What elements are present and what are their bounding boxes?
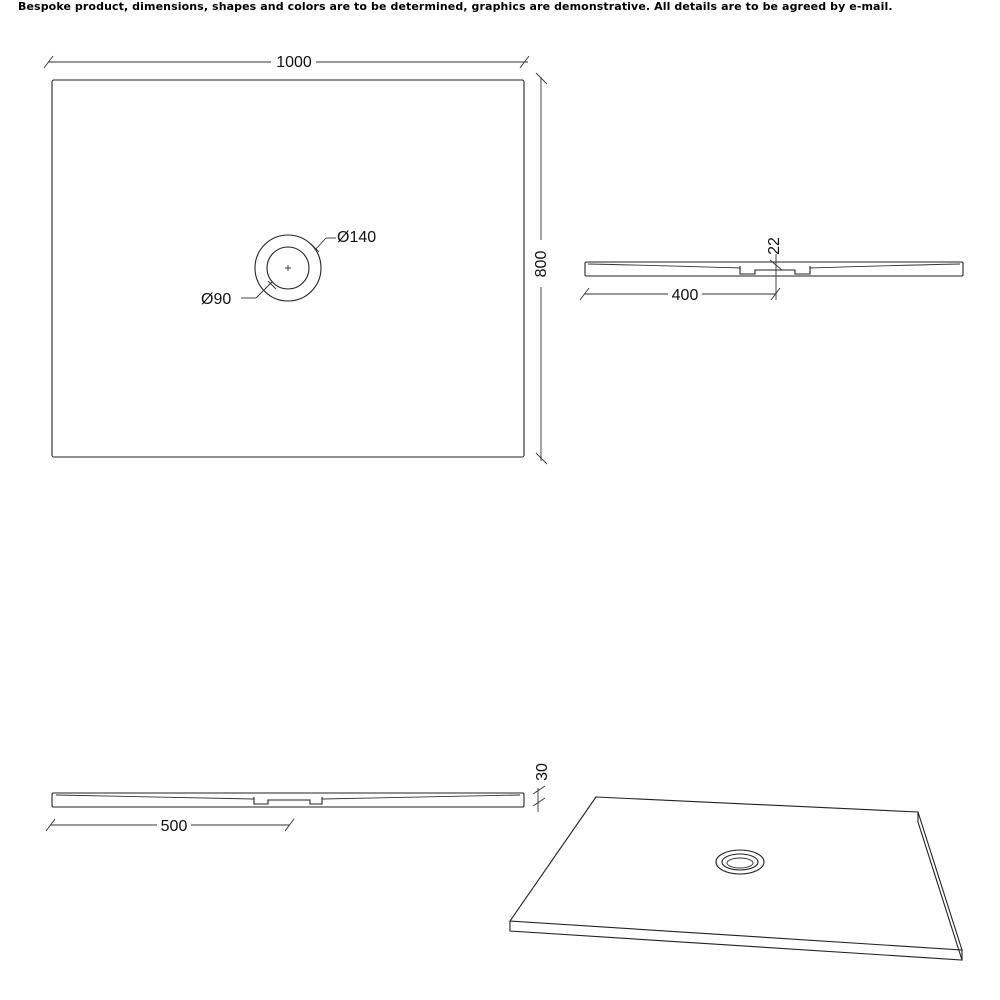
front-height-dimension [533,763,551,812]
drain-profile-front [254,797,322,804]
side-height-label: 22 [766,237,783,255]
depth-label: 800 [533,250,550,278]
front-drain-offset-dimension [46,818,294,835]
width-label: 1000 [276,54,312,71]
front-drain-offset-label: 500 [160,818,188,835]
side-drain-offset-dimension [580,287,780,304]
inner-diameter-callout [201,281,276,308]
side-drain-offset-label: 400 [671,287,699,304]
isometric-view [510,797,962,960]
depth-dimension [533,73,550,464]
drain-iso [716,850,764,874]
outer-diameter-callout [311,229,376,252]
drain-plan [255,235,321,301]
side-view [580,237,963,304]
front-height-label: 30 [534,763,551,781]
disclaimer-note: Bespoke product, dimensions, shapes and colors are to be determined, graphics are demonstrative. All details are to be agreed by e-mail. [18,0,893,13]
outer-diameter-label: Ø140 [337,229,377,246]
width-dimension [44,54,529,71]
inner-diameter-label: Ø90 [201,291,232,308]
side-height-dimension [766,237,783,300]
tray-outline-side [585,262,963,276]
tray-front-face [510,921,962,960]
front-view [46,763,551,835]
drain-profile-side [740,266,810,274]
plan-view [44,54,550,464]
